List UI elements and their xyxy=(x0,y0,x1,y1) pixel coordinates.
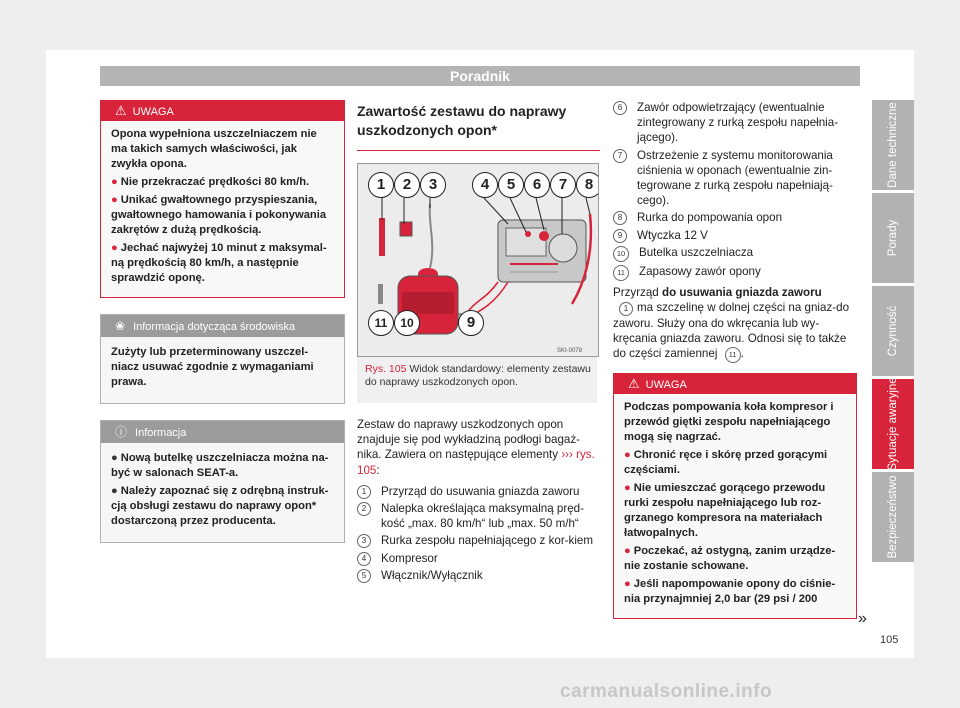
tab-bezpieczenstwo[interactable]: Bezpieczeństwo xyxy=(872,472,914,562)
bullet-icon: ● xyxy=(624,545,631,558)
item-number: 4 xyxy=(357,552,371,566)
list-item: 2 Nalepka określająca maksymalną pręd-kość „max. 80 km/h“ lub „max. 50 m/h“ xyxy=(357,501,600,531)
bullet-icon: ● xyxy=(111,452,118,464)
items-list-b xyxy=(613,100,857,281)
figure-ref: Rys. 105 xyxy=(365,363,407,375)
item-number: 11 xyxy=(725,347,741,363)
figure-label: 5 xyxy=(498,172,524,198)
list-item: 9 Wtyczka 12 V xyxy=(613,228,857,243)
item-number: 5 xyxy=(357,569,371,583)
item-number: 1 xyxy=(357,485,371,499)
list-item: 1 Przyrząd do usuwania gniazda zaworu xyxy=(357,484,600,499)
figure-label: 2 xyxy=(394,172,420,198)
bullet-icon: ● xyxy=(624,449,631,462)
warning-bullet: ● Poczekać, aż ostygną, zanim urządze-nie zostanie schowane. xyxy=(624,545,836,573)
figure-label: 9 xyxy=(458,310,484,336)
tab-dane-techniczne[interactable]: Dane techniczne xyxy=(872,100,914,190)
environment-body xyxy=(101,337,344,403)
bullet-icon: ● xyxy=(111,242,118,254)
items-list-a xyxy=(357,484,600,583)
list-item: 8 Rurka do pompowania opon xyxy=(613,210,857,225)
environment-title: Informacja dotycząca środowiska xyxy=(133,321,296,333)
figure-label: 6 xyxy=(524,172,550,198)
figure-label: 7 xyxy=(550,172,576,198)
warning-body xyxy=(614,394,856,618)
section-title: Zawartość zestawu do naprawy uszkodzonych opon* xyxy=(357,100,600,151)
list-item: 6 Zawór odpowietrzający (ewentualnie zintegrowany z rurką zespołu napełnia-jącego). xyxy=(613,100,857,146)
warning-bullet: ● Chronić ręce i skórę przed gorącymi częściami. xyxy=(624,449,828,477)
list-item: 4 Kompresor xyxy=(357,551,600,566)
item-number: 7 xyxy=(613,149,627,163)
figure-label: 10 xyxy=(394,310,420,336)
info-box xyxy=(100,420,345,543)
warning-box xyxy=(613,373,857,619)
figure-label: 1 xyxy=(368,172,394,198)
watermark: carmanualsonline.info xyxy=(560,681,773,702)
warning-bullet: ● Nie umieszczać gorącego przewodu rurki zespołu napełniającego lub roz-grzanego kompresora na materiałach łatwopalnych. xyxy=(624,482,826,540)
warning-header xyxy=(614,374,856,394)
intro-paragraph: Zestaw do naprawy uszkodzonych opon znajduje się pod wykładziną podłogi bagaż-nika. Zawiera on następujące elementy ››› rys. 105: xyxy=(357,418,595,477)
item-number: 3 xyxy=(357,534,371,548)
environment-box xyxy=(100,314,345,404)
warning-box xyxy=(100,100,345,298)
continue-arrow-icon: » xyxy=(858,610,867,627)
list-item: 10 Butelka uszczelniacza xyxy=(613,245,857,262)
column-left xyxy=(100,100,345,543)
info-body xyxy=(101,443,344,542)
warning-intro: Podczas pompowania koła kompresor i przewód giętki zespołu napełniającego mogą się nagrzać. xyxy=(624,401,834,444)
warning-triangle-icon: ⚠ xyxy=(115,103,127,118)
warning-bullet: ● Unikać gwałtownego przyspieszania, gwałtownego hamowania i pokonywania zakrętów z dużą prędkością. xyxy=(111,194,327,236)
warning-bullet: ● Jechać najwyżej 10 minut z maksymal-ną prędkością 80 km/h, a następnie sprawdzić oponę. xyxy=(111,242,327,284)
figure-label: 8 xyxy=(576,172,599,198)
info-bullet: ● Nową butelkę uszczelniacza można na-być w salonach SEAT-a. xyxy=(111,452,329,479)
item-number: 6 xyxy=(613,101,627,115)
tab-porady[interactable]: Porady xyxy=(872,193,914,283)
warning-triangle-icon: ⚠ xyxy=(628,376,640,392)
warning-title: UWAGA xyxy=(645,379,687,392)
info-bullet: ● Należy zapoznać się z odrębną instruk-cją obsługi zestawu do naprawy opon* dostarczoną przez producenta. xyxy=(111,485,329,527)
figure-link[interactable]: rys. 105 xyxy=(357,448,595,477)
sidebar-tabs xyxy=(872,100,914,565)
item-number: 9 xyxy=(613,229,627,243)
tab-czynnosc[interactable]: Czynność xyxy=(872,286,914,376)
environment-text: Zużyty lub przeterminowany uszczel-niacz usuwać zgodnie z wymaganiami prawa. xyxy=(111,346,314,388)
list-item: 7 Ostrzeżenie z systemu monitorowania ciśnienia w oponach (ewentualnie zin-tegrowane z rurką zespołu napełniają-cego). xyxy=(613,148,857,209)
item-number: 1 xyxy=(619,302,633,316)
figure-label: 4 xyxy=(472,172,498,198)
item-number: 2 xyxy=(357,502,371,516)
page-header: Poradnik xyxy=(100,66,860,86)
list-item: 5 Włącznik/Wyłącznik xyxy=(357,568,600,583)
list-item: 3 Rurka zespołu napełniającego z kor-kiem xyxy=(357,533,600,548)
environment-header xyxy=(101,315,344,337)
chevron-right-icon: ››› xyxy=(561,448,573,462)
tab-sytuacje-awaryjne[interactable]: Sytuacje awaryjne xyxy=(872,379,914,469)
info-icon: ⓘ xyxy=(115,425,128,439)
warning-title: UWAGA xyxy=(132,106,174,118)
bullet-icon: ● xyxy=(111,485,118,497)
column-right xyxy=(613,100,857,619)
bullet-icon: ● xyxy=(111,194,118,206)
list-item: 11 Zapasowy zawór opony xyxy=(613,264,857,281)
warning-bullet: ● Nie przekraczać prędkości 80 km/h. xyxy=(111,176,310,188)
figure-label: 3 xyxy=(420,172,446,198)
figure-label: 11 xyxy=(368,310,394,336)
item-number: 10 xyxy=(613,246,629,262)
figure-caption: Rys. 105 Widok standardowy: elementy zestawu do naprawy uszkodzonych opon. xyxy=(357,357,597,403)
info-header xyxy=(101,421,344,443)
item-number: 11 xyxy=(613,265,629,281)
info-title: Informacja xyxy=(135,427,187,439)
item-number: 8 xyxy=(613,211,627,225)
warning-intro: Opona wypełniona uszczelniaczem nie ma takich samych właściwości, jak zwykła opona. xyxy=(111,128,317,170)
valve-paragraph: Przyrząd do usuwania gniazda zaworu 1 ma szczelinę w dolnej części na gniaz-do zaworu. Służy ona do wkręcania lub wy-kręcania gniazda zaworu. Odnosi się to także do części zamiennej 11 . xyxy=(613,285,857,364)
flower-icon: ❀ xyxy=(115,319,126,333)
figure-code: SKI-0078 xyxy=(556,348,582,354)
bullet-icon: ● xyxy=(624,578,631,591)
warning-bullet: ● Jeśli napompowanie opony do ciśnie-nia przynajmniej 2,0 bar (29 psi / 200 xyxy=(624,578,836,606)
page-number: 105 xyxy=(880,634,899,646)
figure-repair-kit xyxy=(357,163,599,357)
warning-body xyxy=(101,121,344,297)
warning-header xyxy=(101,101,344,121)
bullet-icon: ● xyxy=(111,176,118,188)
bullet-icon: ● xyxy=(624,482,631,495)
column-middle xyxy=(357,100,600,585)
